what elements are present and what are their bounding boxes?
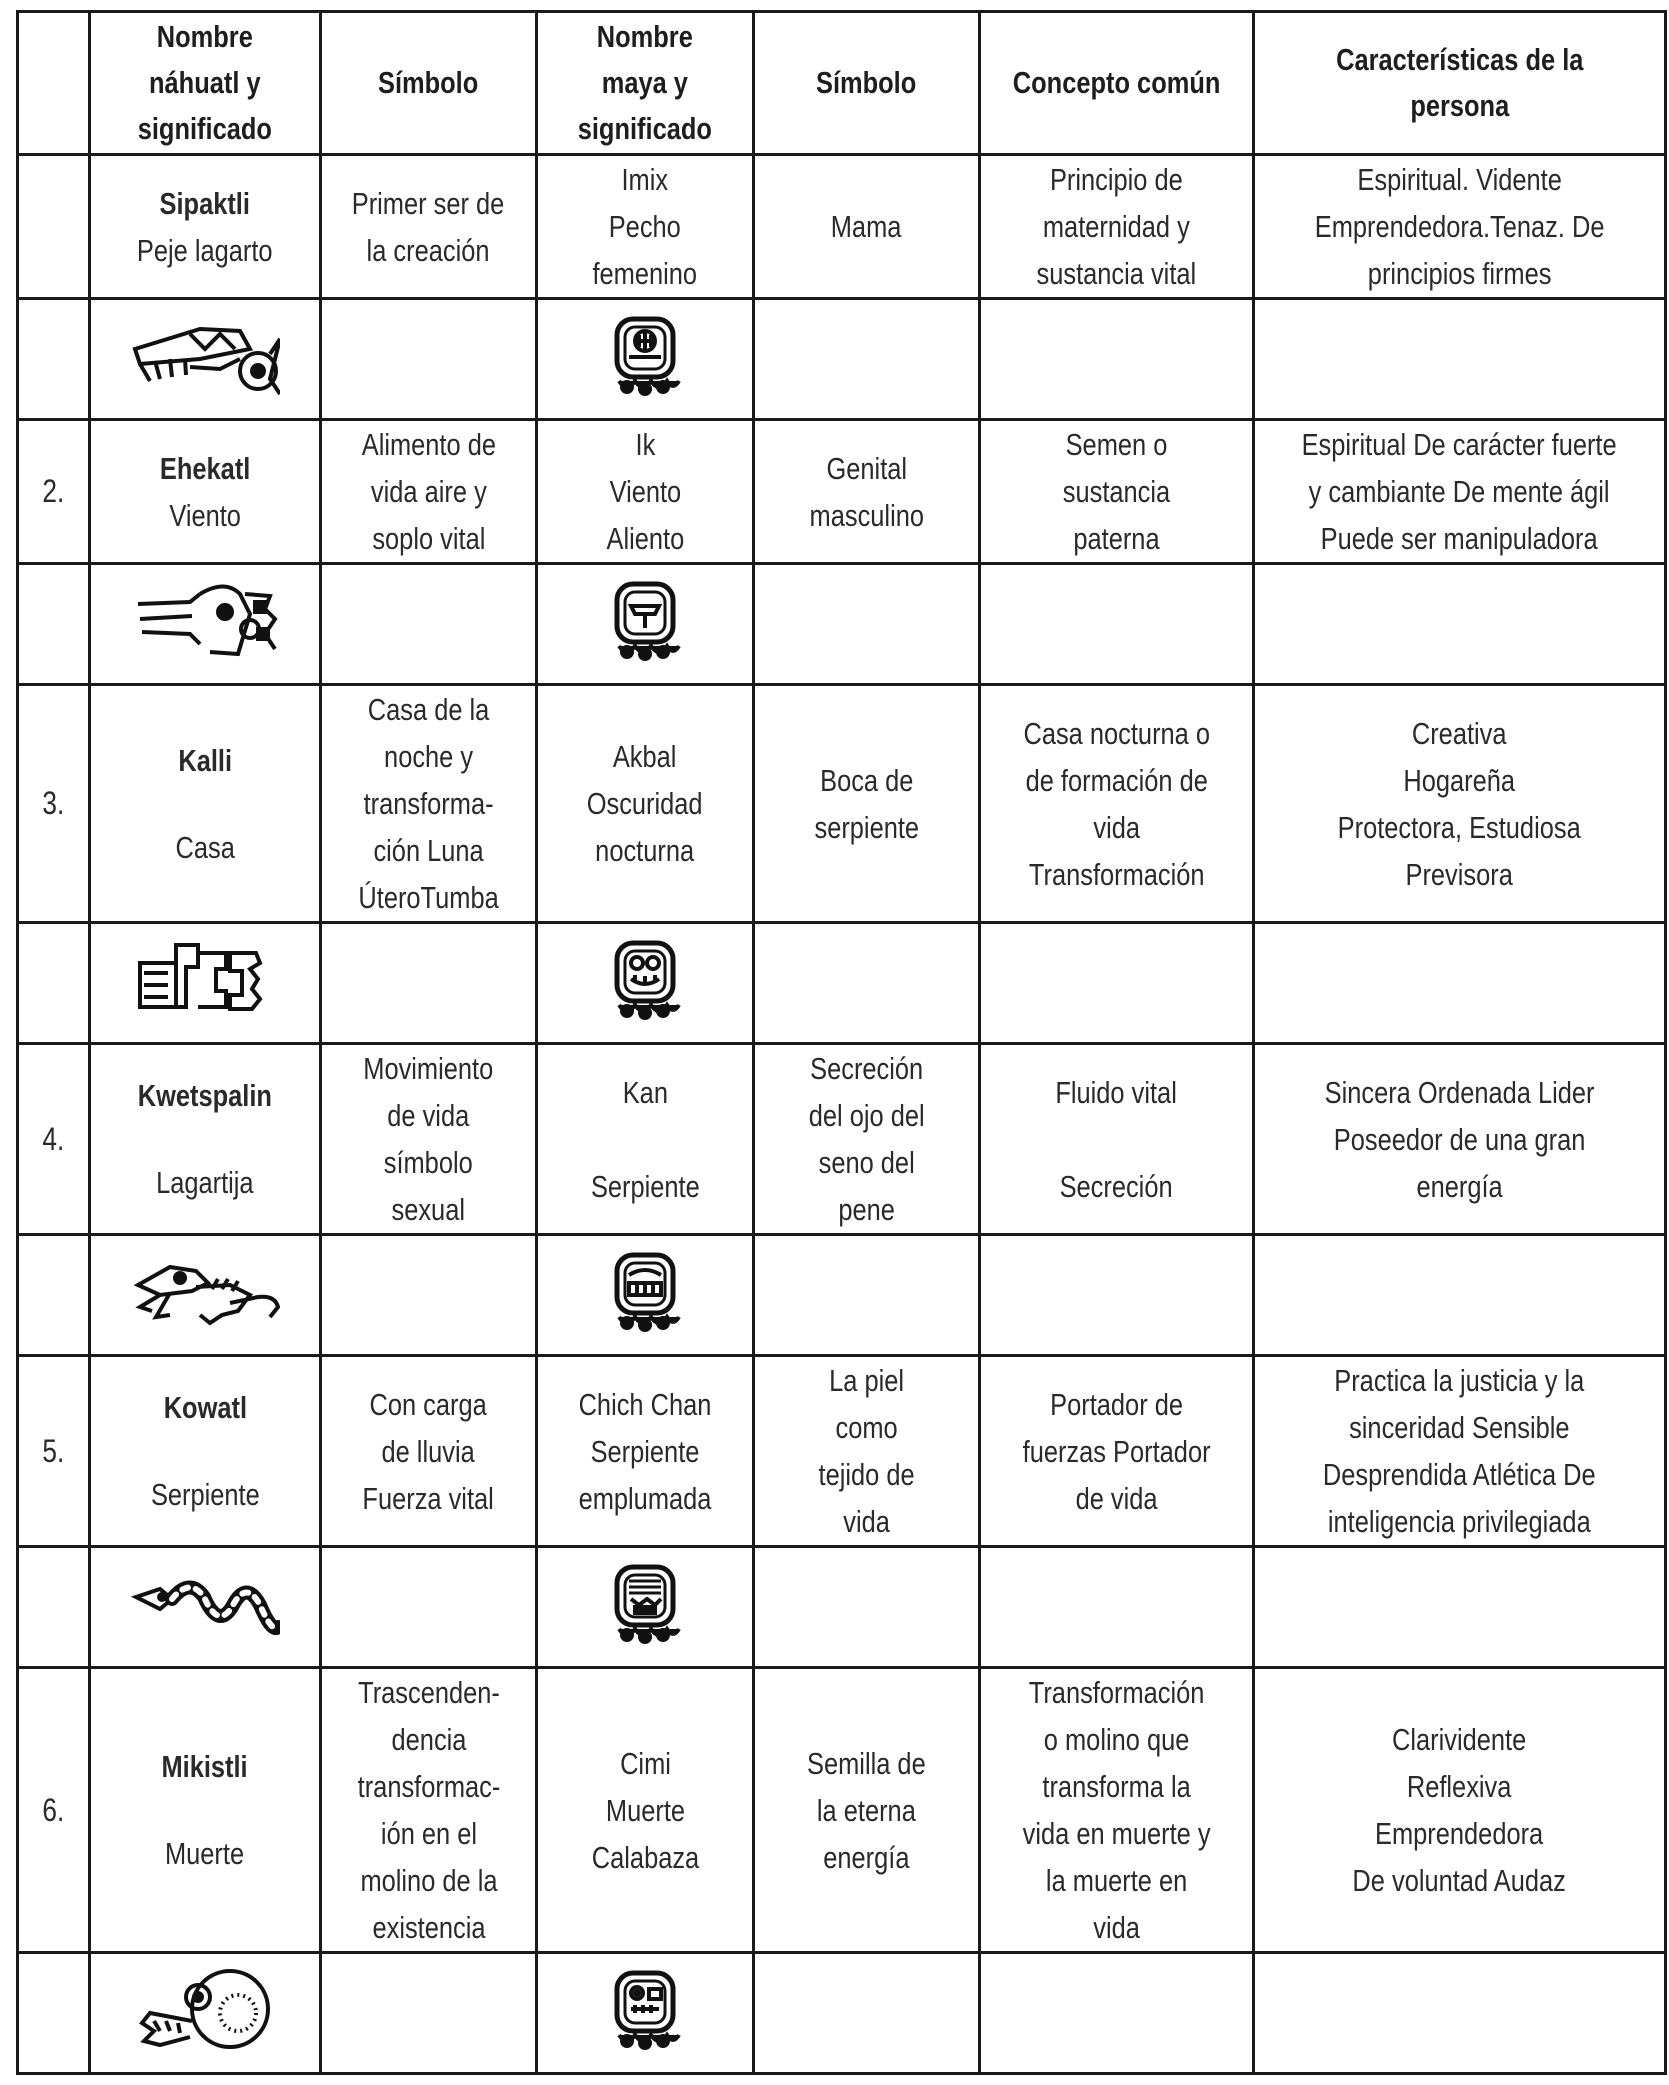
symbol-maya-cell: Semilla de la eterna energía xyxy=(754,1668,980,1953)
traits-cell: Espiritual. Vidente Emprendedora.Tenaz. De principios firmes xyxy=(1254,155,1666,299)
empty-cell xyxy=(754,564,980,685)
symbol-maya-cell: Secreción del ojo del seno del pene xyxy=(754,1044,980,1235)
header-maya-name: Nombre maya y significado xyxy=(537,12,754,155)
nahuatl-name-cell: Kowatl Serpiente xyxy=(90,1356,321,1547)
traits-cell: Creativa Hogareña Protectora, Estudiosa Previsora xyxy=(1254,685,1666,923)
empty-cell xyxy=(18,1235,90,1356)
symbol-cell: Alimento de vida aire y soplo vital xyxy=(321,420,537,564)
empty-cell xyxy=(980,1547,1254,1668)
nahuatl-name-cell: Kwetspalin Lagartija xyxy=(90,1044,321,1235)
empty-cell xyxy=(1254,564,1666,685)
nahuatl-glyph-cell xyxy=(90,299,321,420)
traits-cell: Espiritual De carácter fuerte y cambiante De mente ágil Puede ser manipuladora xyxy=(1254,420,1666,564)
skull-icon xyxy=(130,1963,280,2063)
symbol-cell: Primer ser de la creación xyxy=(321,155,537,299)
lizard-icon xyxy=(130,1245,280,1345)
header-person-traits: Características de la persona xyxy=(1254,12,1666,155)
house-icon xyxy=(130,933,280,1033)
row-number: 6. xyxy=(18,1668,90,1953)
maya-glyph-cell xyxy=(537,564,754,685)
table-row xyxy=(18,1044,1666,1235)
symbol-maya-cell: Boca de serpiente xyxy=(754,685,980,923)
symbol-cell: Movimiento de vida símbolo sexual xyxy=(321,1044,537,1235)
empty-cell xyxy=(321,1235,537,1356)
empty-cell xyxy=(980,1235,1254,1356)
traits-cell: Sincera Ordenada Lider Poseedor de una gran energía xyxy=(1254,1044,1666,1235)
empty-cell xyxy=(321,299,537,420)
glyph-row xyxy=(18,1953,1666,2074)
maya-name-cell: Chich Chan Serpiente emplumada xyxy=(537,1356,754,1547)
empty-cell xyxy=(321,1547,537,1668)
nahuatl-glyph-cell xyxy=(90,1235,321,1356)
wind-god-icon xyxy=(130,574,280,674)
maya-glyph-cell xyxy=(537,1953,754,2074)
glyph-row xyxy=(18,299,1666,420)
symbol-maya-cell: La piel como tejido de vida xyxy=(754,1356,980,1547)
traits-cell: Clarividente Reflexiva Emprendedora De voluntad Audaz xyxy=(1254,1668,1666,1953)
table-row xyxy=(18,1356,1666,1547)
maya-name-cell: Akbal Oscuridad nocturna xyxy=(537,685,754,923)
nahuatl-glyph-cell xyxy=(90,1953,321,2074)
empty-cell xyxy=(18,923,90,1044)
traits-cell: Practica la justicia y la sinceridad Sensible Desprendida Atlética De inteligencia privilegiada xyxy=(1254,1356,1666,1547)
empty-cell xyxy=(754,1235,980,1356)
row-number xyxy=(18,155,90,299)
empty-cell xyxy=(321,1953,537,2074)
empty-cell xyxy=(980,1953,1254,2074)
table-row xyxy=(18,685,1666,923)
nahuatl-name-cell: Ehekatl Viento xyxy=(90,420,321,564)
empty-cell xyxy=(321,923,537,1044)
empty-cell xyxy=(1254,923,1666,1044)
empty-cell xyxy=(754,923,980,1044)
symbol-maya-cell: Genital masculino xyxy=(754,420,980,564)
maya-glyph-cell xyxy=(537,1235,754,1356)
glyph-row xyxy=(18,564,1666,685)
nahuatl-name-cell: Sipaktli Peje lagarto xyxy=(90,155,321,299)
akbal-day-sign-icon xyxy=(605,935,685,1031)
concept-cell: Principio de maternidad y sustancia vital xyxy=(980,155,1254,299)
row-number: 2. xyxy=(18,420,90,564)
header-nahuatl-name: Nombre náhuatl y significado xyxy=(90,12,321,155)
symbol-cell: Con carga de lluvia Fuerza vital xyxy=(321,1356,537,1547)
nahuatl-name-cell: Kalli Casa xyxy=(90,685,321,923)
glyph-row xyxy=(18,923,1666,1044)
table-row xyxy=(18,420,1666,564)
empty-cell xyxy=(1254,299,1666,420)
nahuatl-glyph-cell xyxy=(90,1547,321,1668)
maya-name-cell: Imix Pecho femenino xyxy=(537,155,754,299)
maya-glyph-cell xyxy=(537,1547,754,1668)
concept-cell: Transformación o molino que transforma la vida en muerte y la muerte en vida xyxy=(980,1668,1254,1953)
maya-name-cell: Ik Viento Aliento xyxy=(537,420,754,564)
ik-day-sign-icon xyxy=(605,576,685,672)
empty-cell xyxy=(980,564,1254,685)
maya-name-cell: Kan Serpiente xyxy=(537,1044,754,1235)
header-common-concept: Concepto común xyxy=(980,12,1254,155)
empty-cell xyxy=(18,564,90,685)
empty-cell xyxy=(18,299,90,420)
calendar-signs-table xyxy=(16,10,1667,2075)
header-number xyxy=(18,12,90,155)
glyph-row xyxy=(18,1235,1666,1356)
header-row xyxy=(18,12,1666,155)
empty-cell xyxy=(321,564,537,685)
maya-glyph-cell xyxy=(537,299,754,420)
row-number: 5. xyxy=(18,1356,90,1547)
empty-cell xyxy=(1254,1953,1666,2074)
glyph-row xyxy=(18,1547,1666,1668)
empty-cell xyxy=(980,299,1254,420)
nahuatl-glyph-cell xyxy=(90,564,321,685)
cimi-day-sign-icon xyxy=(605,1965,685,2061)
chicchan-day-sign-icon xyxy=(605,1559,685,1655)
concept-cell: Portador de fuerzas Portador de vida xyxy=(980,1356,1254,1547)
table-row xyxy=(18,155,1666,299)
header-symbol-maya: Símbolo xyxy=(754,12,980,155)
maya-glyph-cell xyxy=(537,923,754,1044)
header-symbol: Símbolo xyxy=(321,12,537,155)
nahuatl-glyph-cell xyxy=(90,923,321,1044)
empty-cell xyxy=(1254,1235,1666,1356)
empty-cell xyxy=(18,1547,90,1668)
empty-cell xyxy=(980,923,1254,1044)
table-row xyxy=(18,1668,1666,1953)
symbol-cell: Trascenden- dencia transformac- ión en el molino de la existencia xyxy=(321,1668,537,1953)
maya-name-cell: Cimi Muerte Calabaza xyxy=(537,1668,754,1953)
empty-cell xyxy=(1254,1547,1666,1668)
row-number: 4. xyxy=(18,1044,90,1235)
symbol-maya-cell: Mama xyxy=(754,155,980,299)
empty-cell xyxy=(754,1953,980,2074)
crocodile-icon xyxy=(130,309,280,409)
imix-day-sign-icon xyxy=(605,311,685,407)
concept-cell: Semen o sustancia paterna xyxy=(980,420,1254,564)
empty-cell xyxy=(754,1547,980,1668)
row-number: 3. xyxy=(18,685,90,923)
serpent-icon xyxy=(130,1557,280,1657)
concept-cell: Casa nocturna o de formación de vida Transformación xyxy=(980,685,1254,923)
nahuatl-name-cell: Mikistli Muerte xyxy=(90,1668,321,1953)
symbol-cell: Casa de la noche y transforma- ción Luna ÚteroTumba xyxy=(321,685,537,923)
concept-cell: Fluido vital Secreción xyxy=(980,1044,1254,1235)
empty-cell xyxy=(754,299,980,420)
empty-cell xyxy=(18,1953,90,2074)
kan-day-sign-icon xyxy=(605,1247,685,1343)
